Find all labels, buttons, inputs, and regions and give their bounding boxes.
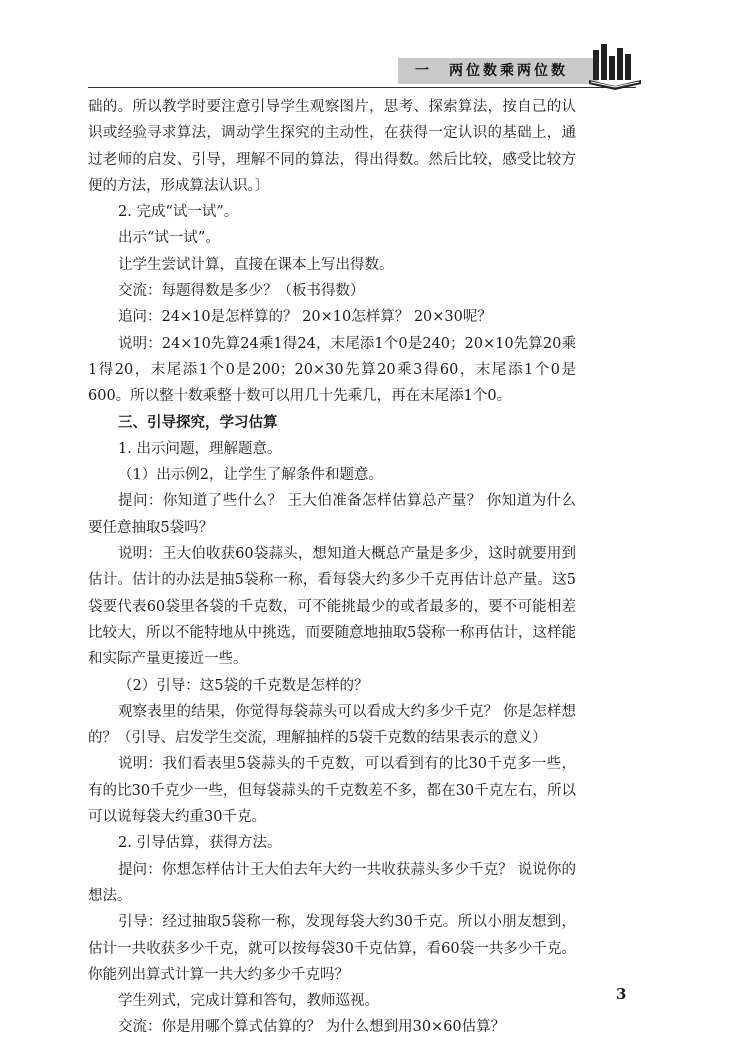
paragraph: 引导：经过抽取5袋称一称，发现每袋大约30千克。所以小朋友想到，估计一共收获多少千克，就可以按每袋30千克估算，看60袋一共多少千克。你能列出算式计算一共大约多少千克吗？ <box>88 914 576 983</box>
paragraph: 说明：24×10先算24乘1得24，末尾添1个0是240；20×10先算20乘1得20，末尾添1个0是200；20×30先算20乘3得60，末尾添1个0是600。所以整十数乘整十数可以用几十先乘几，再在末尾添1个0。 <box>88 335 576 405</box>
paragraph: （2）引导：这5袋的千克数是怎样的？ <box>118 677 369 694</box>
section-heading: 三、引导探究，学习估算 <box>118 414 278 431</box>
running-header-title: 一 两位数乘两位数 <box>415 63 568 79</box>
paragraph: 出示“试一试”。 <box>118 230 220 247</box>
header-rule <box>88 87 636 88</box>
paragraph: 提问：你想怎样估计王大伯去年大约一共收获蒜头多少千克？ 说说你的想法。 <box>88 861 576 904</box>
paragraph: 2. 引导估算，获得方法。 <box>118 835 282 852</box>
paragraph: 学生列式，完成计算和答句，教师巡视。 <box>118 993 379 1010</box>
paragraph: 2. 完成“试一试”。 <box>118 204 239 221</box>
paragraph: 追问：24×10是怎样算的？ 20×10怎样算？ 20×30呢？ <box>118 309 492 326</box>
page-number: 3 <box>616 985 627 1003</box>
paragraph: 说明：王大伯收获60袋蒜头，想知道大概总产量是多少，这时就要用到估计。估计的办法是抽5袋称一称，看每袋大约多少千克再估计总产量。这5袋要代表60袋里各袋的千克数，可不能挑最少的或者最多的，要不可能相差比较大，所以不能特地从中挑选，而要随意地抽取5袋称一称再估计，这样能和实际产量更接近一些。 <box>88 546 576 668</box>
paragraph: 让学生尝试计算，直接在课本上写出得数。 <box>118 256 394 273</box>
paragraph: （1）出示例2，让学生了解条件和题意。 <box>118 467 383 484</box>
paragraph: 说明：我们看表里5袋蒜头的千克数，可以看到有的比30千克多一些，有的比30千克少一些，但每袋蒜头的千克数差不多，都在30千克左右，所以可以说每袋大约重30千克。 <box>88 756 576 826</box>
paragraph: 1. 出示问题，理解题意。 <box>118 440 282 457</box>
body-text <box>88 94 576 1041</box>
paragraph: 观察表里的结果，你觉得每袋蒜头可以看成大约多少千克？ 你是怎样想的？（引导、启发学生交流，理解抽样的5袋千克数的结果表示的意义） <box>88 703 576 747</box>
paragraph: 提问：你知道了些什么？ 王大伯准备怎样估算总产量？ 你知道为什么要任意抽取5袋吗？ <box>88 493 576 536</box>
paragraph: 交流：每题得数是多少？（板书得数） <box>118 283 365 300</box>
paragraph: 础的。所以教学时要注意引导学生观察图片，思考、探索算法，按自己的认识或经验寻求算法，调动学生探究的主动性，在获得一定认识的基础上，通过老师的启发、引导，理解不同的算法，得出得数。然后比较，感受比较方便的方法，形成算法认识。〕 <box>88 99 576 194</box>
paragraph: 交流：你是用哪个算式估算的？ 为什么想到用30×60估算？ <box>118 1019 506 1036</box>
book-bars-icon <box>585 40 645 95</box>
